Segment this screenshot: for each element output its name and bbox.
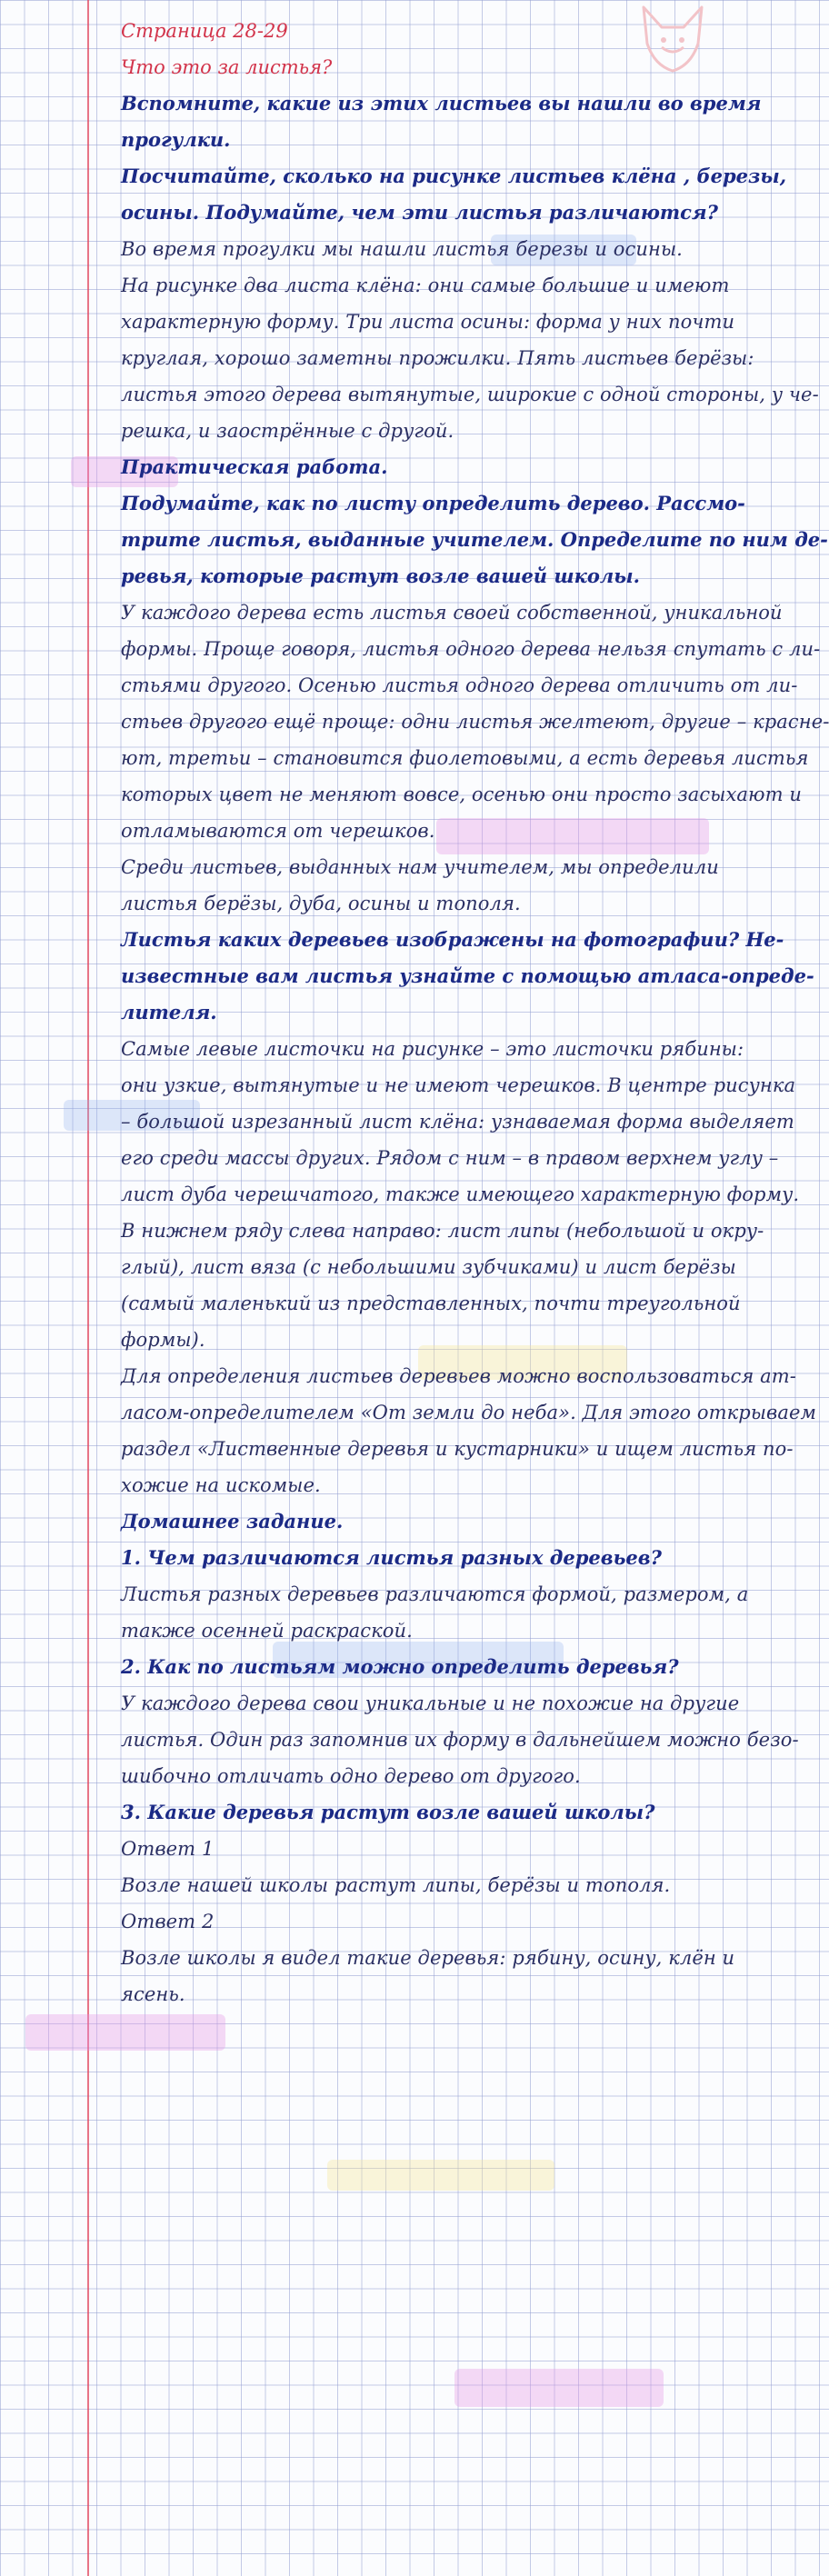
answer-line: лист дуба черешчатого, также имеющего характерную форму. [121, 1183, 800, 1205]
answer-line: стьев другого ещё проще: одни листья желтеют, другие – краснe- [121, 711, 829, 733]
question-line: осины. Подумайте, чем эти листья различаются? [121, 201, 718, 224]
question-line: Домашнее задание. [121, 1510, 344, 1533]
answer-line: Самые левые листочки на рисунке – это листочки рябины: [121, 1038, 744, 1060]
page-title: Страница 28-29 [121, 20, 288, 42]
question-line: 1. Чем различаются листья разных деревьев? [121, 1546, 662, 1569]
answer-block [121, 1940, 735, 2012]
question-line: 3. Какие деревья растут возле вашей школы? [121, 1801, 655, 1823]
answer-line: шибочно отличать одно дерево от другого. [121, 1765, 581, 1787]
answer-block [121, 1831, 708, 1867]
question-block [121, 1503, 708, 1540]
page-content [121, 85, 829, 2012]
question-block [121, 1649, 708, 1685]
question-line: Подумайте, как по листу определить дерево. Рассмо- [121, 492, 745, 514]
answer-line: (самый маленький из представленных, почти треугольной [121, 1293, 741, 1314]
answer-line: Среди листьев, выданных нам учителем, мы определили [121, 856, 719, 878]
answer-block [121, 267, 819, 449]
question-line: Практическая работа. [121, 455, 388, 478]
question-line: Листья каких деревьев изображены на фотографии? Не- [121, 928, 784, 951]
question-block [121, 85, 762, 158]
question-block [121, 1794, 708, 1831]
question-line: известные вам листья узнайте с помощью атласа-опреде- [121, 964, 814, 987]
question-block [121, 158, 787, 231]
answer-line: раздел «Лиственные деревья и кустарники» и ищем листья по- [121, 1438, 794, 1460]
answer-line: ясень. [121, 1983, 185, 2005]
answer-line: стьями другого. Осенью листья одного дерева отличить от ли- [121, 674, 798, 696]
answer-line: Во время прогулки мы нашли листья березы и осины. [121, 238, 683, 260]
answer-line: У каждого дерева свои уникальные и не похожие на другие [121, 1692, 740, 1714]
answer-line: круглая, хорошо заметны прожилки. Пять листьев берёзы: [121, 347, 754, 369]
answer-block [121, 594, 829, 849]
answer-line: глый), лист вяза (с небольшими зубчиками) и лист берёзы [121, 1256, 736, 1278]
answer-block [121, 1358, 817, 1503]
answer-block [121, 849, 719, 922]
question-block [121, 449, 708, 485]
answer-line: Листья разных деревьев различаются формой, размером, а [121, 1583, 749, 1605]
answer-line: листья. Один раз запомнив их форму в дальнейшем можно безо- [121, 1729, 799, 1751]
answer-line: У каждого дерева есть листья своей собственной, уникальной [121, 602, 783, 624]
answer-line: отламываются от черешков. [121, 820, 435, 842]
answer-line: решка, и заострённые с другой. [121, 420, 454, 442]
answer-line: ют, третьи – становится фиолетовыми, а есть деревья листья [121, 747, 809, 769]
answer-line: Для определения листьев деревьев можно воспользоваться ат- [121, 1365, 796, 1387]
answer-block [121, 1903, 708, 1940]
question-line: ревья, которые растут возле вашей школы. [121, 564, 640, 587]
answer-line: формы. Проще говоря, листья одного дерева нельзя спутать с ли- [121, 638, 821, 660]
question-block [121, 922, 814, 1031]
notebook-margin-line [87, 0, 89, 2576]
question-line: 2. Как по листьям можно определить деревья? [121, 1655, 679, 1678]
answer-line: которых цвет не меняют вовсе, осенью они просто засыхают и [121, 784, 803, 805]
question-line: Посчитайте, сколько на рисунке листьев клёна , березы, [121, 165, 787, 187]
answer-line: характерную форму. Три листа осины: форма у них почти [121, 311, 735, 333]
answer-line: В нижнем ряду слева направо: лист липы (небольшой и окру- [121, 1220, 764, 1242]
question-line: Вспомните, какие из этих листьев вы нашли во время [121, 92, 762, 115]
question-block [121, 1540, 708, 1576]
question-block [121, 485, 828, 594]
answer-block [121, 1576, 749, 1649]
answer-line: ласом-определителем «От земли до неба». Для этого открываем [121, 1402, 817, 1423]
question-line: трите листья, выданные учителем. Определите по ним де- [121, 528, 828, 551]
answer-line: Ответ 2 [121, 1911, 215, 1932]
marker-highlight [25, 2014, 225, 2051]
answer-line: листья берёзы, дуба, осины и тополя. [121, 893, 521, 914]
answer-line: – большой изрезанный лист клёна: узнаваемая форма выделяет [121, 1111, 794, 1133]
answer-block [121, 1031, 800, 1213]
answer-line: Возле нашей школы растут липы, берёзы и тополя. [121, 1874, 671, 1896]
answer-line: Возле школы я видел такие деревья: рябину, осину, клён и [121, 1947, 735, 1969]
answer-block [121, 1213, 764, 1358]
marker-highlight [327, 2160, 554, 2191]
answer-line: Ответ 1 [121, 1838, 215, 1860]
answer-block [121, 1867, 708, 1903]
answer-line: листья этого дерева вытянутые, широкие с одной стороны, у че- [121, 384, 819, 405]
answer-block [121, 1685, 799, 1794]
question-line: прогулки. [121, 128, 231, 151]
answer-line: На рисунке два листа клёна: они самые большие и имеют [121, 275, 730, 296]
answer-block [121, 231, 708, 267]
marker-highlight [454, 2369, 664, 2407]
answer-line: также осенней раскраской. [121, 1620, 413, 1642]
answer-line: формы). [121, 1329, 205, 1351]
notebook-page [121, 13, 829, 2012]
answer-line: его среди массы других. Рядом с ним – в правом верхнем углу – [121, 1147, 779, 1169]
answer-line: хожие на искомые. [121, 1474, 321, 1496]
question-line: лителя. [121, 1001, 217, 1023]
answer-line: они узкие, вытянутые и не имеют черешков. В центре рисунка [121, 1074, 796, 1096]
page-subtitle: Что это за листья? [121, 56, 333, 78]
